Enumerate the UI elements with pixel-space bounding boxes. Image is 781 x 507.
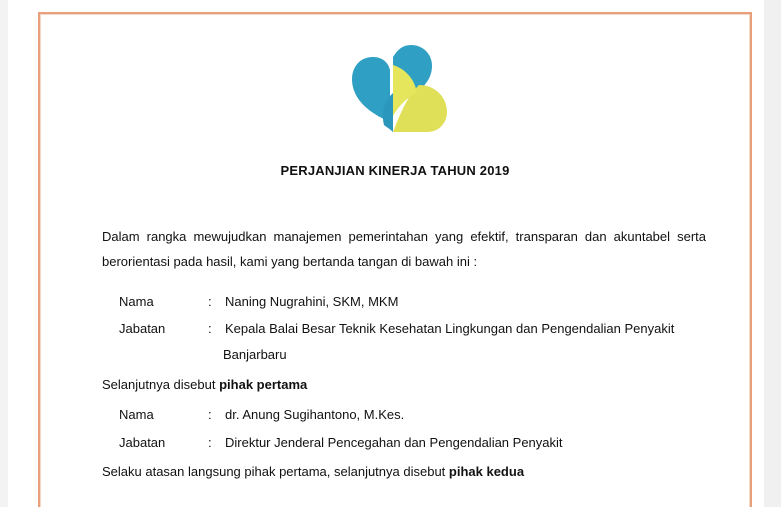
second-party-bold: pihak kedua [448,464,525,479]
party2-position-colon: : [208,435,212,450]
intro-paragraph: Dalam rangka mewujudkan manajemen pemerintahan yang efektif, transparan dan akuntabel serta berorientasi pada hasil, kami yang bertanda tangan di bawah ini : [102,229,706,269]
document-title: PERJANJIAN KINERJA TAHUN 2019 [280,163,510,178]
party1-name-label: Nama [119,294,154,309]
party1-position-colon: : [208,321,212,336]
document-page [38,12,752,507]
second-party-prefix: Selaku atasan langsung pihak pertama, selanjutnya disebut [102,464,449,479]
party1-position-line1: Kepala Balai Besar Teknik Kesehatan Lingkungan dan Pengendalian Penyakit [225,321,675,336]
party1-position-line2: Banjarbaru [223,347,287,362]
party2-position-label: Jabatan [119,435,166,450]
party2-name-value: dr. Anung Sugihantono, M.Kes. [225,407,405,422]
party2-position-value: Direktur Jenderal Pencegahan dan Pengendalian Penyakit [225,435,563,450]
party1-name-value: Naning Nugrahini, SKM, MKM [225,294,399,309]
first-party-bold: pihak pertama [219,377,308,392]
party2-name-label: Nama [119,407,154,422]
first-party-note [102,375,307,395]
ministry-logo [345,37,455,133]
party1-name-colon: : [208,294,212,309]
party1-position-label: Jabatan [119,321,166,336]
second-party-note [102,462,524,482]
first-party-prefix: Selanjutnya disebut [102,377,220,392]
party2-name-colon: : [208,407,212,422]
